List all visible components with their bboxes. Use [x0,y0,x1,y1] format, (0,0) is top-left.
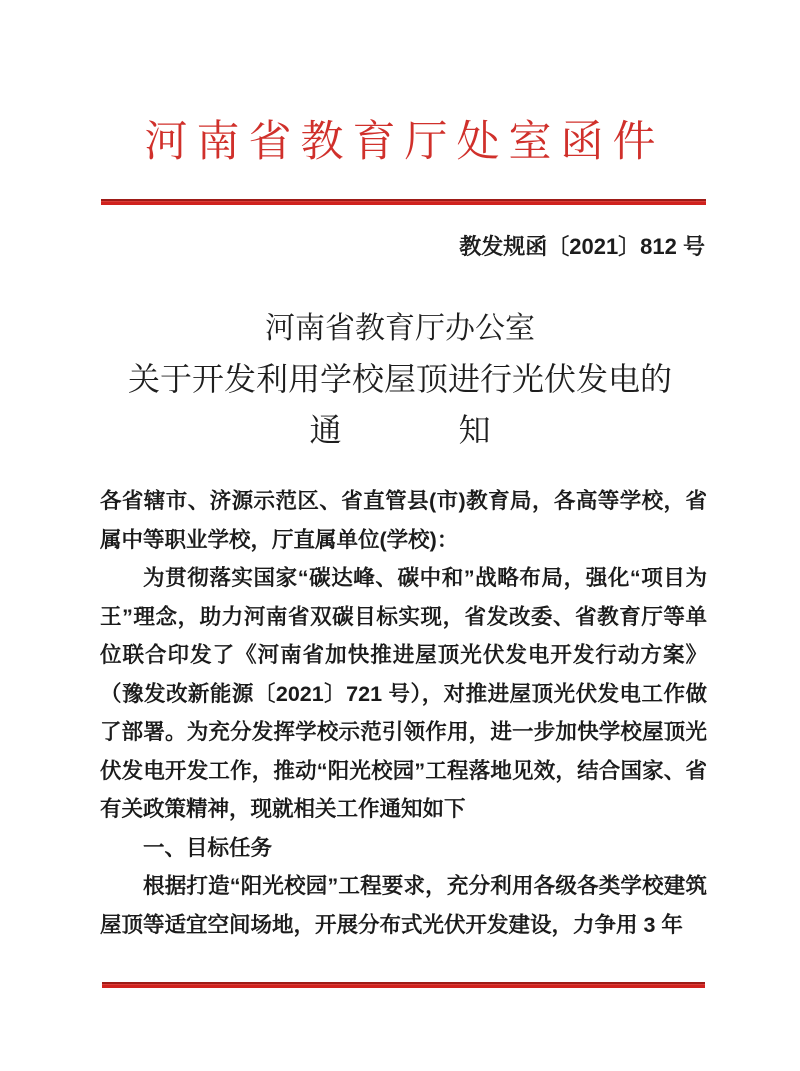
letterhead-divider-rule [101,199,706,205]
salutation: 各省辖市、济源示范区、省直管县(市)教育局，各高等学校，省属中等职业学校，厅直属单位(学校)： [100,489,707,552]
background-paragraph: 为贯彻落实国家“碳达峰、碳中和”战略布局，强化“项目为王”理念，助力河南省双碳目标实现，省发改委、省教育厅等单位联合印发了《河南省加快推进屋顶光伏发电开发行动方案》（豫发改新能源〔2021〕721 号），对推进屋顶光伏发电工作做了部署。为充分发挥学校示范引领作用，进一步加快学校屋顶光伏发电开发工作，推动“阳光校园”工程落地见效，结合国家、省有关政策精神，现就相关工作通知如下 [100,566,707,821]
document-title [0,303,800,456]
letterhead-title: 河南省教育厅处室函件 [144,119,665,166]
notice-char-tong: 通 [309,412,342,448]
notice-char-zhi: 知 [458,412,491,448]
document-subject-line: 关于开发利用学校屋顶进行光伏发电的 [127,361,672,397]
document-body [100,482,707,944]
issuing-office-line: 河南省教育厅办公室 [265,312,535,345]
document-reference-number: 教发规函〔2021〕812 号 [459,234,705,259]
section-1-heading: 一、目标任务 [143,835,273,860]
notice-type-line [0,405,800,456]
page-footer-rule [102,982,705,988]
section-1-paragraph: 根据打造“阳光校园”工程要求，充分利用各级各类学校建筑屋顶等适宜空间场地，开展分布式光伏开发建设，力争用 3 年 [100,874,707,937]
